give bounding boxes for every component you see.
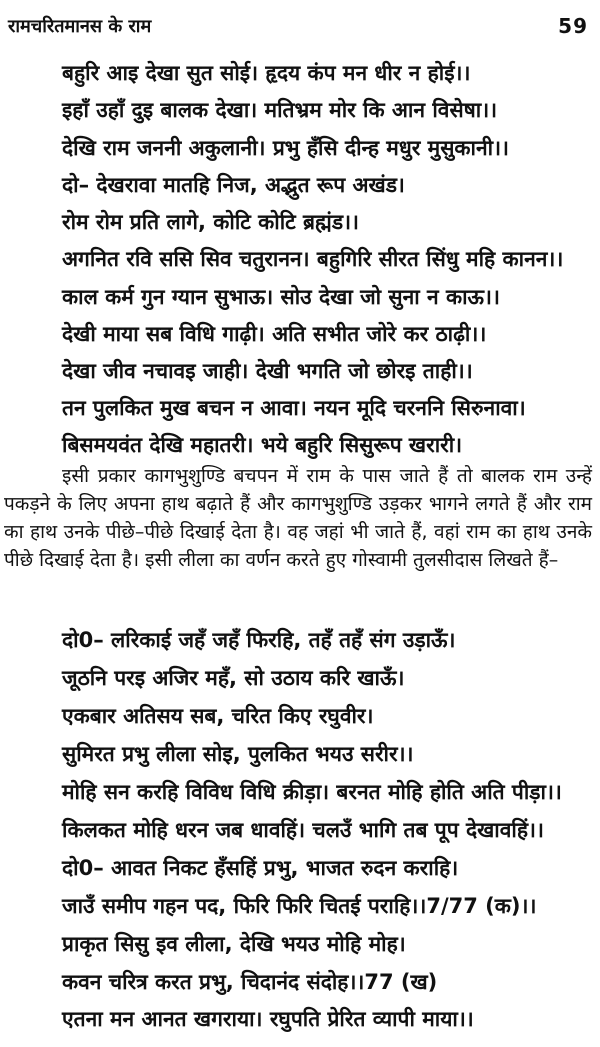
- doha-line: प्राकृत सिसु इव लीला, देखि भयउ मोहि मोह।: [62, 932, 406, 956]
- running-title: रामचरितमानस के राम: [8, 16, 152, 37]
- doha-line: एकबार अतिसय सब, चरित किए रघुवीर।: [62, 704, 374, 728]
- verse-line: देखा जीव नचावइ जाही। देखी भगति जो छोरइ ताही।।: [62, 359, 473, 383]
- doha-line: दो0– लरिकाई जहँ जहँ फिरहि, तहँ तहँ संग उड़ाऊँ।: [62, 628, 456, 652]
- doha-line: जूठनि परइ अजिर महँ, सो उठाय करि खाऊँ।: [62, 666, 405, 690]
- verse-line: बहुरि आइ देखा सुत सोई। हृदय कंप मन धीर न होई।।: [62, 61, 471, 85]
- page-number: 59: [558, 14, 588, 38]
- verse-line: बिसमयवंत देखि महातरी। भये बहुरि सिसुरूप खरारी।: [62, 433, 463, 457]
- doha-line: दो0– आवत निकट हँसहिं प्रभु, भाजत रुदन कराहि।: [62, 856, 459, 880]
- prose-paragraph: [4, 462, 592, 574]
- doha-line: कवन चरित्र करत प्रभु, चिदानंद संदोह।।77 (ख): [62, 970, 438, 994]
- doha-line: दो– देखरावा मातहि निज, अद्भुत रूप अखंड।: [62, 173, 405, 197]
- doha-line: रोम रोम प्रति लागे, कोटि कोटि ब्रह्मंड।।: [62, 210, 360, 234]
- verse-line: किलकत मोहि धरन जब धावहिं। चलउँ भागि तब पूप देखावहिं।।: [62, 818, 544, 842]
- page-header: [8, 14, 588, 42]
- verse-line: तन पुलकित मुख बचन न आवा। नयन मूदि चरननि सिरुनावा।: [62, 396, 526, 420]
- doha-line: जाउँ समीप गहन पद, फिरि फिरि चितई पराहि।।7/77 (क)।।: [62, 894, 537, 918]
- doha-line: सुमिरत प्रभु लीला सोइ, पुलकित भयउ सरीर।।: [62, 742, 414, 766]
- verse-line: एतना मन आनत खगराया। रघुपति प्रेरित व्यापी माया।।: [62, 1007, 474, 1031]
- verse-line: देखी माया सब विधि गाढ़ी। अति सभीत जोरे कर ठाढ़ी।।: [62, 322, 487, 346]
- verse-line: मोहि सन करहि विविध विधि क्रीड़ा। बरनत मोहि होति अति पीड़ा।।: [62, 780, 562, 804]
- verse-line: देखि राम जननी अकुलानी। प्रभु हँसि दीन्ह मधुर मुसुकानी।।: [62, 136, 509, 160]
- prose-text: इसी प्रकार कागभुशुण्डि बचपन में राम के पास जाते हैं तो बालक राम उन्हें पकड़ने के लिए अपना हाथ बढ़ाते हैं और कागभुशुण्डि उड़कर भागने लगते हैं और राम का हाथ उनके पीछे–पीछे दिखाई देता है। वह जहां भी जाते हैं, वहां राम का हाथ उनके पीछे दिखाई देता है। इसी लीला का वर्णन करते हुए गोस्वामी तुलसीदास लिखते हैं–: [4, 465, 592, 571]
- verse-line: इहाँ उहाँ दुइ बालक देखा। मतिभ्रम मोर कि आन विसेषा।।: [62, 98, 498, 122]
- verse-line: अगनित रवि ससि सिव चतुरानन। बहुगिरि सीरत सिंधु महि कानन।।: [62, 247, 564, 271]
- verse-line: काल कर्म गुन ग्यान सुभाऊ। सोउ देखा जो सुना न काऊ।।: [62, 285, 500, 309]
